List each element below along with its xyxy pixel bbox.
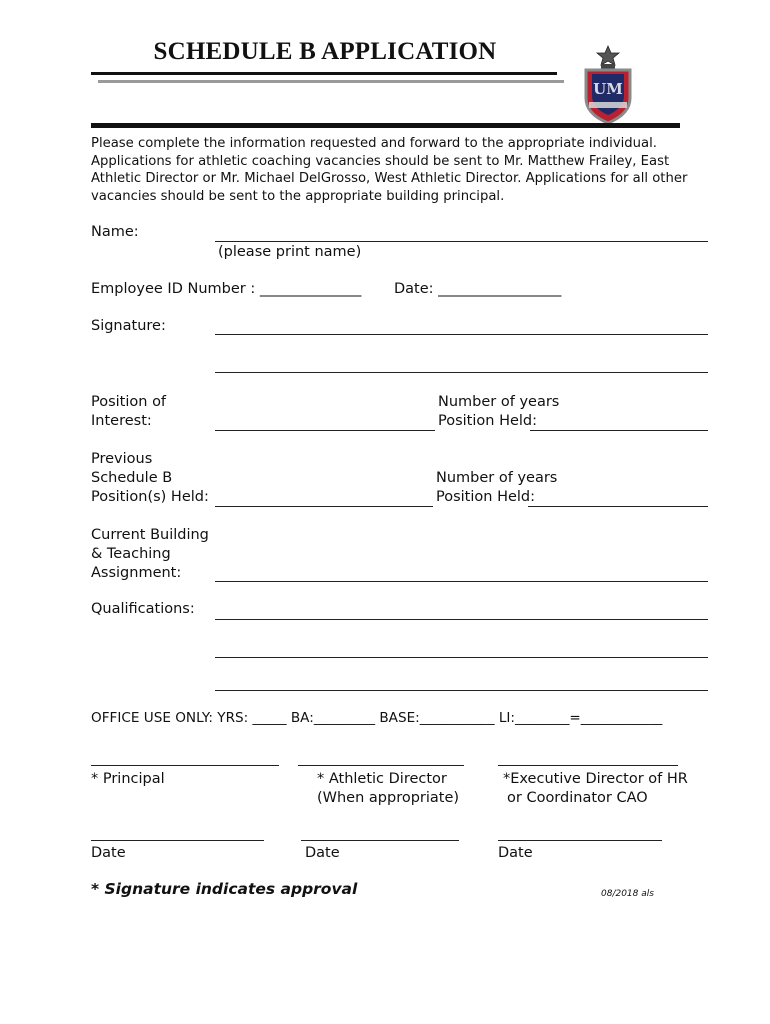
qualifications-field-line-3[interactable]	[215, 690, 708, 691]
position-of-interest-field[interactable]	[215, 430, 435, 431]
athletic-director-label: * Athletic Director	[317, 771, 447, 787]
building-label-line-1: Current Building	[91, 527, 209, 543]
position-label-line-2: Interest:	[91, 413, 152, 429]
title-underline-shadow	[98, 80, 564, 83]
building-assignment-field[interactable]	[215, 581, 708, 582]
hr-director-date-line[interactable]	[498, 840, 662, 841]
school-crest-logo-icon	[580, 44, 636, 126]
previous-positions-field[interactable]	[215, 506, 433, 507]
previous-years-label-line-2: Position Held:	[436, 489, 536, 505]
page-title: SCHEDULE B APPLICATION	[153, 38, 497, 65]
years-label-line-1: Number of years	[438, 394, 560, 410]
signature-field[interactable]	[215, 334, 708, 335]
years-position-held-field[interactable]	[530, 430, 708, 431]
svg-text:UM: UM	[593, 80, 623, 98]
name-field[interactable]	[215, 241, 708, 242]
hr-director-label: *Executive Director of HR	[503, 771, 688, 787]
qualifications-label: Qualifications:	[91, 601, 195, 617]
principal-date-label: Date	[91, 845, 126, 861]
revision-code: 08/2018 als	[601, 889, 654, 899]
hr-director-date-label: Date	[498, 845, 533, 861]
employee-id-field[interactable]: Employee ID Number : ______________	[91, 281, 362, 297]
name-hint: (please print name)	[218, 244, 362, 260]
signature-label: Signature:	[91, 318, 166, 334]
principal-label: * Principal	[91, 771, 165, 787]
previous-years-field[interactable]	[528, 506, 708, 507]
years-label-line-2: Position Held:	[438, 413, 538, 429]
date-field[interactable]: Date: _________________	[394, 281, 562, 297]
intro-paragraph: Please complete the information requested and forward to the appropriate individual. Applications for athletic coaching vacancies should be sent to Mr. Matthew Frailey, East Athletic Director or Mr. Michael DelGrosso, West Athletic Director. Applications for all other vacancies should be sent to the appropriate building principal.	[91, 136, 688, 204]
principal-date-line[interactable]	[91, 840, 264, 841]
athletic-director-date-label: Date	[305, 845, 340, 861]
qualifications-field-line-1[interactable]	[215, 619, 708, 620]
previous-label-line-2: Schedule B	[91, 470, 173, 486]
approval-note: * Signature indicates approval	[91, 880, 358, 898]
signature-field-line-2[interactable]	[215, 372, 708, 373]
building-label-line-2: & Teaching	[91, 546, 171, 562]
header-rule	[91, 123, 680, 128]
position-label-line-1: Position of	[91, 394, 167, 410]
previous-label-line-3: Position(s) Held:	[91, 489, 209, 505]
previous-years-label-line-1: Number of years	[436, 470, 558, 486]
principal-signature-line[interactable]	[91, 765, 279, 766]
office-use-line: OFFICE USE ONLY: YRS: _____ BA:_________ BASE:___________ LI:________=____________	[91, 710, 663, 726]
qualifications-field-line-2[interactable]	[215, 657, 708, 658]
name-label: Name:	[91, 224, 139, 240]
hr-director-label-line-2: or Coordinator CAO	[507, 790, 648, 806]
athletic-director-signature-line[interactable]	[298, 765, 464, 766]
athletic-director-note: (When appropriate)	[317, 790, 460, 806]
previous-label-line-1: Previous	[91, 451, 153, 467]
athletic-director-date-line[interactable]	[301, 840, 459, 841]
hr-director-signature-line[interactable]	[498, 765, 678, 766]
title-underline	[91, 72, 557, 75]
building-label-line-3: Assignment:	[91, 565, 182, 581]
